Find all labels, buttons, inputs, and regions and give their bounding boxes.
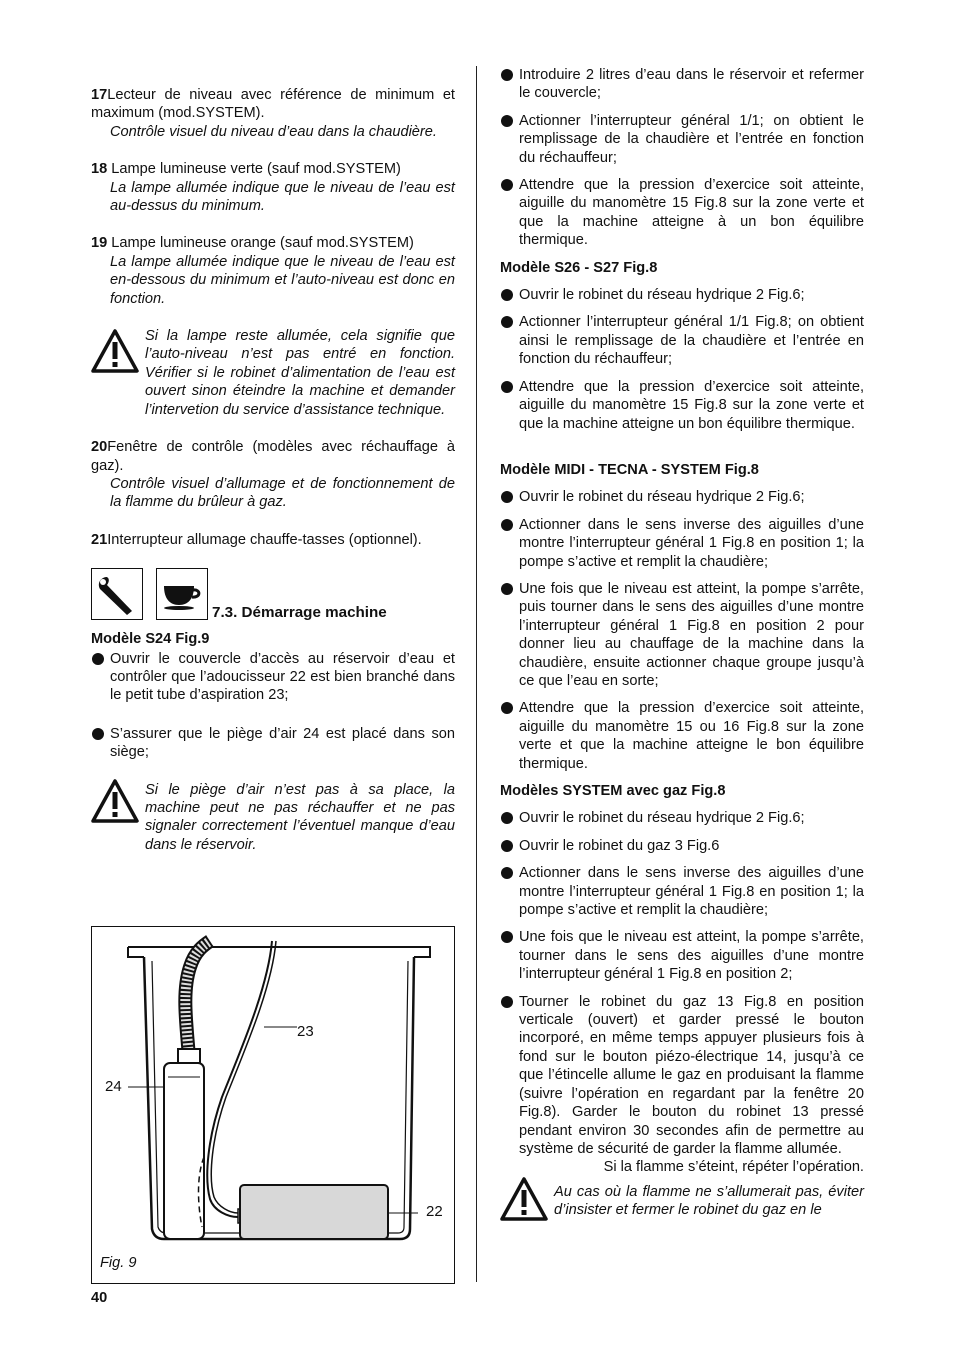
model-heading-gas: Modèles SYSTEM avec gaz Fig.8 [500,783,726,799]
list-item: Actionner dans le sens inverse des aiguilles d’une montre l’interrupteur général 1 Fig.8 en position 1; la pompe s’active et remplit la chaudière; [500,864,864,919]
warning-icon [500,1177,548,1221]
item-number: 17 [91,87,108,103]
item-text: Fenêtre de contrôle (modèles avec réchauffage à gaz). [91,439,455,474]
item-17 [91,86,455,141]
item-18 [91,160,455,215]
list-item: Ouvrir le robinet du réseau hydrique 2 Fig.6; [500,809,864,827]
water-tank-illustration [92,927,454,1283]
list-item: Ouvrir le robinet du réseau hydrique 2 Fig.6; [500,286,864,304]
label-23: 23 [297,1023,314,1040]
section-header [91,568,455,620]
item-number: 19 [91,235,108,252]
warning-text: Au cas où la flamme ne s’allumerait pas, éviter d’insister et fermer le robinet du gaz en le [554,1183,864,1219]
label-22: 22 [426,1203,443,1220]
section-title: 7.3. Démarrage machine [212,603,387,621]
item-text: Lampe lumineuse verte (sauf mod.SYSTEM) [111,161,401,178]
item-20 [91,438,455,512]
column-divider [476,66,477,1282]
warning-icon [91,779,139,823]
item-number: 21 [91,531,108,548]
list-item: Introduire 2 litres d’eau dans le réservoir et refermer le couvercle; [500,66,864,103]
list-item: Une fois que le niveau est atteint, la pompe s’arrête, tourner dans le sens des aiguilles d’une montre l’interrupteur général 1 Fig.8 en position 2; [500,928,864,983]
warning-icon [91,329,139,373]
list-item: Ouvrir le couvercle d’accès au réservoir d’eau et contrôler que l’adoucisseur 22 est bien branché dans le petit tube d’aspiration 23; [91,650,455,705]
item-text: Lecteur de niveau avec référence de minimum et maximum (mod.SYSTEM). [91,87,455,122]
warning-note-2 [91,781,455,855]
item-note: Contrôle visuel du niveau d’eau dans la chaudière. [110,123,437,140]
warning-note-3 [500,1183,864,1220]
right-column [500,66,864,1220]
list-item: Une fois que le niveau est atteint, la pompe s’arrête, puis tourner dans le sens des aiguilles d’une montre l’interrupteur général 1 Fig.8 en position 2 pour donner lieu au chauffage de la machine dans la chaudière, ensuite actionner chaque groupe jusqu’à ce que l’eau en sorte; [500,580,864,690]
item-19 [91,234,455,308]
item-text: Lampe lumineuse orange (sauf mod.SYSTEM) [111,235,414,252]
list-item: Attendre que la pression d’exercice soit atteinte, aiguille du manomètre 15 ou 16 Fig.8 sur la zone verte et que la machine atteigne le bon équilibre thermique. [500,699,864,773]
item-number: 18 [91,161,108,178]
item-note: Contrôle visuel d’allumage et de fonctionnement de la flamme du brûleur à gaz. [110,475,455,511]
list-item: S’assurer que le piège d’air 24 est placé dans son siège; [91,725,455,762]
item-21 [91,531,455,549]
figure-9 [91,926,455,1284]
list-item: Tourner le robinet du gaz 13 Fig.8 en position verticale (ouvert) et garder pressé le bouton incorporé, en même temps appuyer plusieurs fois à fond sur le bouton piézo-électrique 14, jusqu’à ce que l’étincelle allume le gaz en produisant la flamme (suivre l’opération en regardant par la fenêtre 20 Fig.8). Garder le bouton du robinet 13 pressé pendant environ 30 secondes afin de permettre au système de sécurité de garder la flamme allumée. [500,993,864,1159]
model-heading-s26: Modèle S26 - S27 Fig.8 [500,259,658,276]
item-note: La lampe allumée indique que le niveau de l’eau est au-dessus du minimum. [110,179,455,215]
list-item: Ouvrir le robinet du réseau hydrique 2 Fig.6; [500,488,864,506]
coffee-cup-icon [156,568,208,620]
warning-note-1 [91,327,455,419]
flame-note: Si la flamme s’éteint, répéter l’opération. [603,1159,864,1176]
figure-caption: Fig. 9 [100,1255,137,1271]
wrench-icon [91,568,143,620]
warning-text: Si la lampe reste allumée, cela signifie que l’auto-niveau n’est pas entré en fonction. Vérifier si le robinet d’alimentation de l’eau est ouvert sinon éteindre la machine et demander l’intervetion du service d’assistance technique. [145,328,455,418]
warning-text: Si le piège d’air n’est pas à sa place, la machine peut ne pas réchauffer et ne pas signaler correctement l’éventuel manque d’eau dans le réservoir. [145,781,455,853]
item-text: Interrupteur allumage chauffe-tasses (optionnel). [107,531,422,548]
page-number: 40 [91,1290,108,1306]
list-item: Actionner l’interrupteur général 1/1; on obtient le remplissage de la chaudière et l’entrée en fonction du réchauffeur; [500,112,864,167]
left-column [91,86,455,873]
model-heading-midi: Modèle MIDI - TECNA - SYSTEM Fig.8 [500,461,759,478]
list-item: Actionner dans le sens inverse des aiguilles d’une montre l’interrupteur général 1 Fig.8 en position 1; la pompe s’active et remplit la chaudière; [500,516,864,571]
list-item: Attendre que la pression d’exercice soit atteinte, aiguille du manomètre 15 Fig.8 sur la zone verte et que la machine atteigne à un bon équilibre thermique. [500,176,864,250]
item-note: La lampe allumée indique que le niveau de l’eau est en-dessous du minimum et l’auto-niveau est donc en fonction. [110,253,455,307]
list-item: Ouvrir le robinet du gaz 3 Fig.6 [500,837,864,855]
item-number: 20 [91,439,108,456]
model-heading-s24: Modèle S24 Fig.9 [91,631,210,648]
label-24: 24 [105,1078,122,1095]
list-item: Actionner l’interrupteur général 1/1 Fig.8; on obtient ainsi le remplissage de la chaudière et l’entrée en fonction du réchauffeur; [500,313,864,368]
list-item: Attendre que la pression d’exercice soit atteinte, aiguille du manomètre 15 Fig.8 sur la zone verte et que la machine atteigne un bon équilibre thermique. [500,378,864,433]
